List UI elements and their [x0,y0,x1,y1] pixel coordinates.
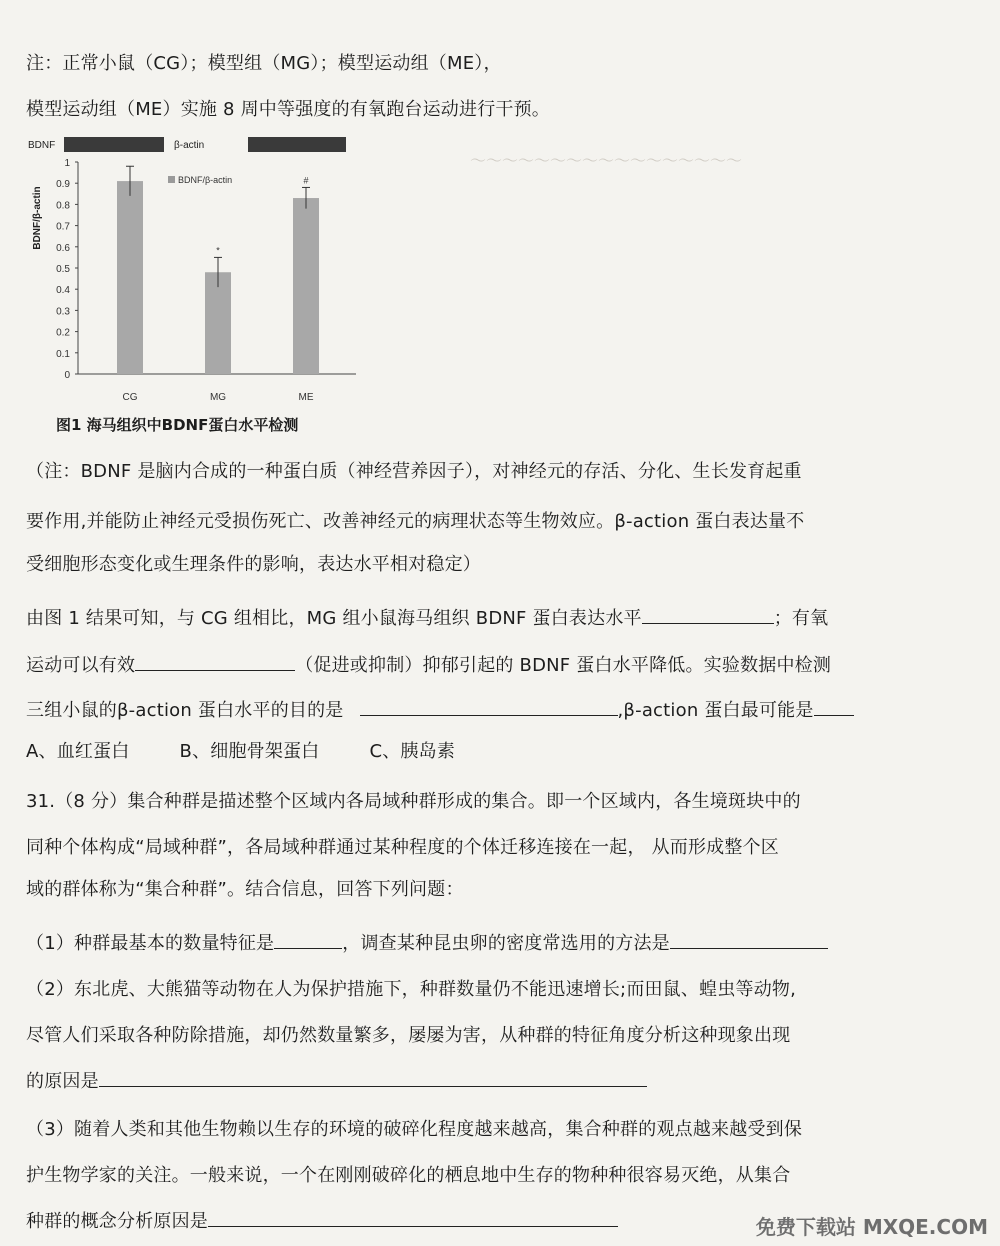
significance-mark-me: # [303,175,309,186]
answer-blank-2[interactable] [135,652,295,671]
y-axis-label: BDNF/β-actin [32,186,43,250]
y-tick-label: 0.5 [56,264,70,275]
answer-blank-8[interactable] [208,1208,618,1227]
answer-blank-7[interactable] [99,1068,647,1087]
bdnf-note-line-2: 要作用,并能防止神经元受损伤死亡、改善神经元的病理状态等生物效应。β-action 蛋白表达量不 [26,511,805,532]
intervention-note: 模型运动组（ME）实施 8 周中等强度的有氧跑台运动进行干预。 [26,99,550,120]
bar-mg [205,272,231,374]
y-tick-label: 0.1 [56,348,70,360]
option-a[interactable]: A、血红蛋白 [26,741,130,762]
question-beta-actin [26,697,974,723]
bar-me [293,198,319,374]
answer-blank-1[interactable] [642,605,774,624]
question-exercise [26,652,974,678]
beta-actin-blot-strip [248,137,346,152]
bdnf-blot-strip [64,137,164,152]
question-text: 三组小鼠的β-action 蛋白水平的目的是 [26,700,344,721]
answer-blank-4[interactable] [814,697,854,716]
q31-line-2: 同种个体构成“局域种群”，各局域种群通过某种程度的个体迁移连接在一起， 从而形成整个区 [26,837,779,858]
bdnf-chart [26,132,386,412]
x-tick-label-mg: MG [209,392,227,403]
options-row [26,740,974,764]
blot-label-beta-actin: β-actin [174,140,205,151]
site-watermark: 免费下载站 MXQE.COM [755,1215,988,1239]
figure-caption: 图1 海马组织中BDNF蛋白水平检测 [56,416,299,434]
blot-label-bdnf: BDNF [28,140,56,151]
y-tick-label: 0.6 [56,242,70,254]
bdnf-note-line-1: （注：BDNF 是脑内合成的一种蛋白质（神经营养因子），对神经元的存活、分化、生长发育起重 [26,461,802,482]
answer-blank-6[interactable] [670,930,828,949]
question-text: 的原因是 [26,1071,99,1092]
q31-part-1 [26,930,974,956]
question-text: （1）种群最基本的数量特征是 [26,933,275,954]
x-tick-label-me: ME [298,392,314,403]
y-tick-label: 0.7 [56,221,70,233]
bdnf-note-line-3: 受细胞形态变化或生理条件的影响，表达水平相对稳定） [26,554,481,575]
y-tick-label: 0.9 [56,179,70,191]
q31-part-2-line-1: （2）东北虎、大熊猫等动物在人为保护措施下，种群数量仍不能迅速增长;而田鼠、蝗虫等动物, [26,979,797,1000]
q31-line-3: 域的群体称为“集合种群”。结合信息，回答下列问题： [26,879,464,900]
question-text: （促进或抑制）抑郁引起的 BDNF 蛋白水平降低。实验数据中检测 [295,655,832,676]
question-text: ，调查某种昆虫卵的密度常选用的方法是 [342,933,670,954]
bar-chart-svg [26,132,386,412]
q31-part-2-line-2: 尽管人们采取各种防除措施，却仍然数量繁多，屡屡为害，从种群的特征角度分析这种现象出现 [26,1025,791,1046]
answer-blank-5[interactable] [274,930,342,949]
y-tick-label: 0.4 [56,285,70,297]
question-text: ；有氧 [773,608,829,629]
q31-part-3-line-2: 护生物学家的关注。一般来说，一个在刚刚破碎化的栖息地中生存的物种种很容易灭绝，从集合 [26,1165,791,1186]
y-tick-label: 0 [64,370,70,381]
significance-mark-mg: * [216,245,220,256]
y-tick-label: 0.8 [56,200,70,212]
y-tick-label: 1 [64,158,70,169]
q31-part-2-line-3 [26,1068,974,1094]
legend-label: BDNF/β-actin [178,175,233,185]
question-text: ,β-action 蛋白最可能是 [617,700,814,721]
question-text: 运动可以有效 [26,655,136,676]
question-bdnf-level [26,605,974,631]
option-b[interactable]: B、细胞骨架蛋白 [179,741,320,762]
q31-line-1: 31.（8 分）集合种群是描述整个区域内各局域种群形成的集合。即一个区域内，各生境斑块中的 [26,791,801,812]
y-tick-label: 0.2 [56,327,70,339]
legend-swatch [168,176,175,183]
question-text: 由图 1 结果可知，与 CG 组相比，MG 组小鼠海马组织 BDNF 蛋白表达水平 [26,608,642,629]
q31-part-3-line-1: （3）随着人类和其他生物赖以生存的环境的破碎化程度越来越高，集合种群的观点越来越受到保 [26,1119,803,1140]
y-tick-label: 0.3 [56,306,70,318]
bar-cg [117,181,143,374]
bleed-through: ～～～～～～～～～～～～～～～～～ [470,151,743,170]
group-note: 注：正常小鼠（CG）；模型组（MG）；模型运动组（ME）， [26,53,502,74]
x-tick-label-cg: CG [122,392,138,403]
option-c[interactable]: C、胰岛素 [369,741,456,762]
question-text: 种群的概念分析原因是 [26,1211,208,1232]
answer-blank-3[interactable] [360,697,618,716]
